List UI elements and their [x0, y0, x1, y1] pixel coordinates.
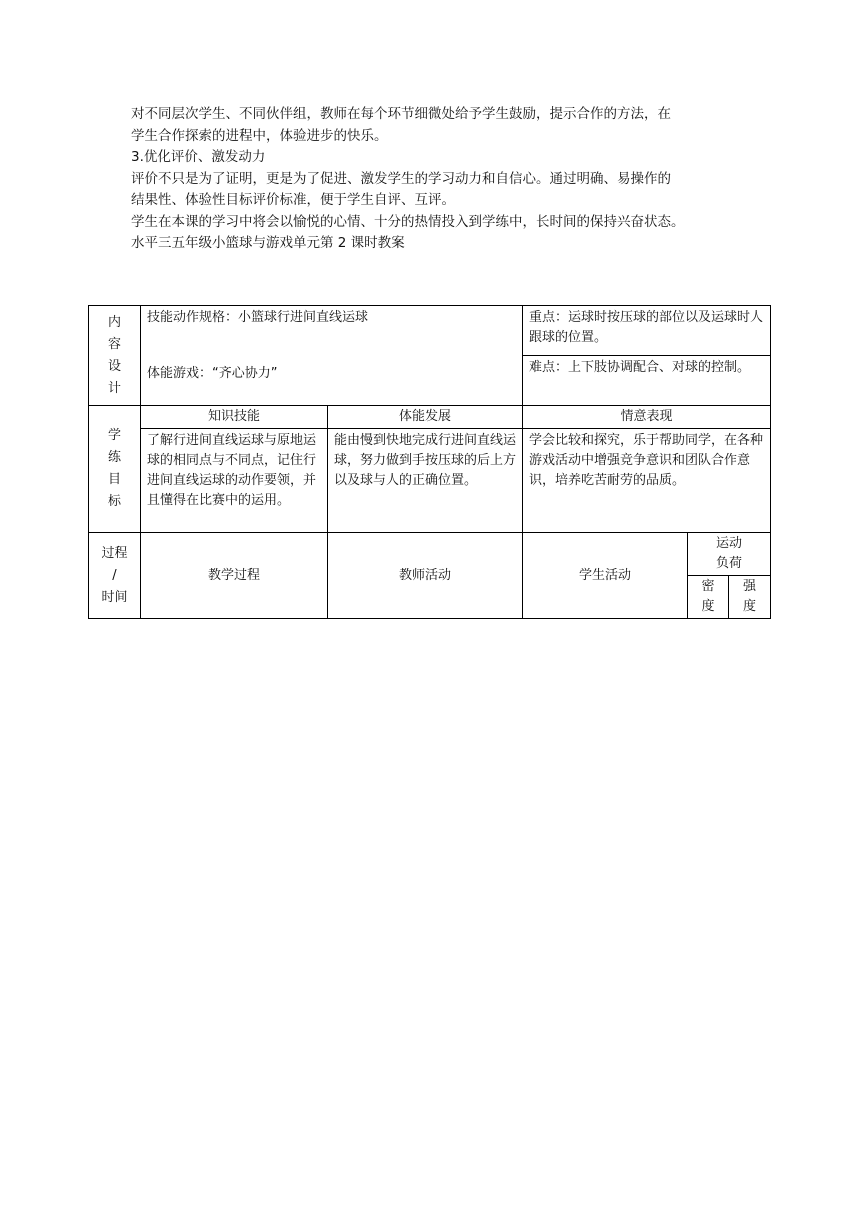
teacher-activity-header: 教师活动 — [328, 533, 523, 619]
affective-objective: 学会比较和探究，乐于帮助同学，在各种游戏活动中增强竞争意识和团队合作意识，培养吃苦耐劳的品质。 — [523, 429, 771, 533]
intro-text — [131, 104, 751, 255]
process-time-label: 过程 / 时间 — [89, 533, 141, 619]
key-point-cell: 重点：运球时按压球的部位以及运球时人跟球的位置。 — [523, 306, 771, 356]
intro-line-5: 结果性、体验性目标评价标准，便于学生自评、互评。 — [131, 192, 455, 208]
process-header-row-1 — [89, 533, 771, 576]
intro-line-2: 学生合作探索的进程中，体验进步的快乐。 — [131, 127, 388, 144]
intro-line-4: 评价不只是为了证明，更是为了促进、激发学生的学习动力和自信心。通过明确、易操作的 — [131, 170, 671, 187]
lesson-plan-table — [88, 305, 771, 619]
fitness-objective: 能由慢到快地完成行进间直线运球，努力做到手按压球的后上方以及球与人的正确位置。 — [328, 429, 523, 533]
fitness-game: 体能游戏：“齐心协力” — [147, 366, 278, 381]
knowledge-objective: 了解行进间直线运球与原地运球的相同点与不同点，记住行进间直线运球的动作要领，并且懂得在比赛中的运用。 — [141, 429, 328, 533]
intro-line-1: 对不同层次学生、不同伙伴组，教师在每个环节细微处给予学生鼓励，提示合作的方法，在 — [131, 106, 671, 122]
objectives-label: 学 练 目 标 — [89, 406, 141, 533]
lesson-title: 水平三五年级小篮球与游戏单元第 2 课时教案 — [131, 235, 405, 251]
objectives-content-row — [89, 429, 771, 533]
density-header: 密 度 — [688, 576, 729, 619]
intensity-header: 强 度 — [729, 576, 771, 619]
content-design-cell — [141, 306, 523, 406]
header-fitness: 体能发展 — [328, 406, 523, 429]
teaching-process-header: 教学过程 — [141, 533, 328, 619]
exercise-load-header: 运动 负荷 — [688, 533, 771, 576]
header-knowledge: 知识技能 — [141, 406, 328, 429]
intro-heading-3: 3.优化评价、激发动力 — [131, 149, 266, 165]
header-affective: 情意表现 — [523, 406, 771, 429]
difficulty-cell: 难点：上下肢协调配合、对球的控制。 — [523, 356, 771, 406]
content-design-label: 内 容 设 计 — [89, 306, 141, 406]
content-design-row-1 — [89, 306, 771, 356]
student-activity-header: 学生活动 — [523, 533, 688, 619]
intro-line-6: 学生在本课的学习中将会以愉悦的心情、十分的热情投入到学练中，长时间的保持兴奋状态。 — [131, 213, 685, 230]
objectives-header-row — [89, 406, 771, 429]
skill-spec: 技能动作规格：小篮球行进间直线运球 — [147, 310, 369, 325]
